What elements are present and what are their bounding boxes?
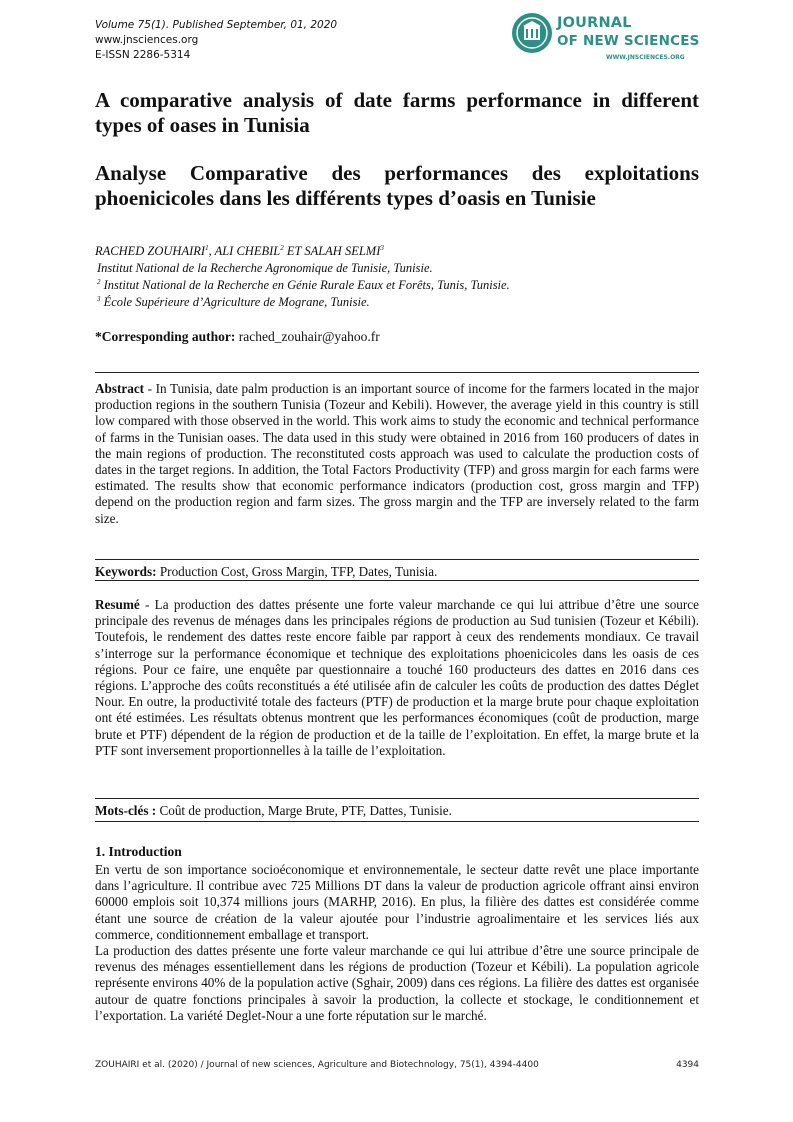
footer-citation: ZOUHAIRI et al. (2020) / Journal of new sciences, Agriculture and Biotechnology, 75(1), 4394-4400 — [95, 1060, 539, 1070]
motscles-text: Coût de production, Marge Brute, PTF, Dattes, Tunisie. — [156, 803, 452, 818]
divider — [95, 821, 699, 822]
journal-emblem-icon — [511, 12, 553, 54]
author-2-sup: 2 — [280, 243, 284, 252]
keywords-label: Keywords: — [95, 564, 157, 579]
corresponding-label: *Corresponding author: — [95, 329, 236, 344]
divider — [95, 559, 699, 560]
resume-label: Resumé — [95, 597, 140, 612]
divider — [95, 372, 699, 373]
affiliation-3: $^3$ École Supérieure d’Agriculture de Mograne, Tunisie. — [97, 294, 370, 309]
page-number: 4394 — [676, 1060, 699, 1070]
logo-url: WWW.JNSCIENCES.ORG — [606, 54, 685, 61]
title-english: A comparative analysis of date farms performance in different types of oases in Tunisia — [95, 88, 699, 137]
section-heading-introduction: 1. Introduction — [95, 844, 182, 859]
affiliation-1: Institut National de la Recherche Agronomique de Tunisie, Tunisie. — [97, 261, 433, 275]
page-footer — [95, 1060, 699, 1070]
keywords-text: Production Cost, Gross Margin, TFP, Dates, Tunisia. — [156, 564, 438, 579]
divider — [95, 798, 699, 799]
motscles-label: Mots-clés : — [95, 803, 157, 818]
author-2: , ALI CHEBIL — [208, 244, 281, 258]
author-3: ET SALAH SELMI — [283, 244, 381, 258]
affiliation-2: $^2$ Institut National de la Recherche en Génie Rurale Eaux et Forêts, Tunis, Tunisie. — [97, 277, 510, 292]
journal-header-meta — [95, 18, 337, 63]
abstract-label: Abstract — [95, 381, 145, 396]
motscles-line — [95, 803, 699, 819]
resume-text: - La production des dattes présente une forte valeur marchande ce qui lui attribue d’être une source principale des revenus de ménages dans les principales régions de production au Sud tunisien (Tozeur et Kébili). Toutefois, le rendement des dattes reste encore faible par rapport à ceux des rendements mondiaux. Ce travail s’interroge sur la performance économique et technique des exploitations phoenicicoles dans les oasis de ces régions. Pour ce faire, une enquête par questionnaire a touché 160 producteurs des dattes en 2016 dans ces régions. L’approche des coûts reconstitués a été utilisée afin de calculer les coûts de production des dattes Déglet Nour. En outre, la productivité totale des facteurs (PTF) de production et la marge brute pour chaque exploitation ont été estimées. Les résultats obtenus montrent que les performances économiques (coût de production, marge brute et PTF) dépendent de la région de production et de la taille de l’exploitation. En effet, la marge brute et la PTF sont inversement proportionnelles à la taille de l’exploitation. — [95, 597, 699, 758]
authors-block — [95, 243, 510, 311]
intro-paragraph-2: La production des dattes présente une forte valeur marchande ce qui lui attribue d’être une source principale de revenus des ménages essentiellement dans les régions de production (Tozeur et Kébili). La population agricole représente environs 40% de la population active (Sghair, 2009) dans ces régions. La filière des dattes est organisée autour de quatre fonctions principales à savoir la production, la collecte et stockage, le conditionnement et l’exportation. La variété Deglet-Nour a une forte réputation sur le marché. — [95, 943, 699, 1023]
abstract-text: - In Tunisia, date palm production is an important source of income for the farmers located in the major production regions in the southern Tunisia (Tozeur and Kebili). However, the average yield in this country is still low compared with those observed in the world. This work aims to study the economic and technical performance of farms in the Tunisian oases. The data used in this study were obtained in 2016 from 160 producers of dates in the main regions of production. The reconstituted costs approach was used to calculate the production costs of dates in the target regions. In addition, the Total Factors Productivity (TFP) and gross margin for each farms were estimated. The results show that economic performance indicators (production cost, gross margin and TFP) depend on the production region and farm sizes. The gross margin and the TFP are inversely related to the farm size. — [95, 381, 699, 526]
author-1-sup: 1 — [205, 243, 209, 252]
issn-line: E-ISSN 2286-5314 — [95, 49, 191, 61]
divider — [95, 580, 699, 581]
journal-logo — [511, 12, 701, 64]
resume-paragraph — [95, 597, 699, 759]
intro-paragraph-1: En vertu de son importance socioéconomique et environnementale, le secteur datte revêt une place importante dans l’agriculture. Il contribue avec 725 Millions DT dans la valeur de production agricole offrant ainsi environ 60000 emplois soit 10,374 millions jours (MARHP, 2016). En plus, la filière des dattes est considérée comme étant une source de création de la valeur ajoutée pour l’industrie agroalimentaire et les services liés aux commerce, conditionnement emballage et transport. — [95, 862, 699, 942]
website-line[interactable]: www.jnsciences.org — [95, 34, 199, 46]
corresponding-author — [95, 329, 380, 345]
author-1: RACHED ZOUHAIRI — [95, 244, 206, 258]
logo-line-1: JOURNAL — [557, 15, 632, 31]
volume-line: Volume 75(1). Published September, 01, 2020 — [95, 19, 338, 31]
author-3-sup: 3 — [380, 243, 384, 252]
keywords-line — [95, 564, 699, 580]
title-french: Analyse Comparative des performances des exploitations phoenicicoles dans les différents types d’oasis en Tunisie — [95, 161, 699, 210]
abstract-paragraph — [95, 381, 699, 527]
author-names — [95, 243, 510, 260]
corresponding-email[interactable]: rached_zouhair@yahoo.fr — [238, 329, 380, 344]
logo-line-2: OF NEW SCIENCES — [557, 33, 700, 49]
